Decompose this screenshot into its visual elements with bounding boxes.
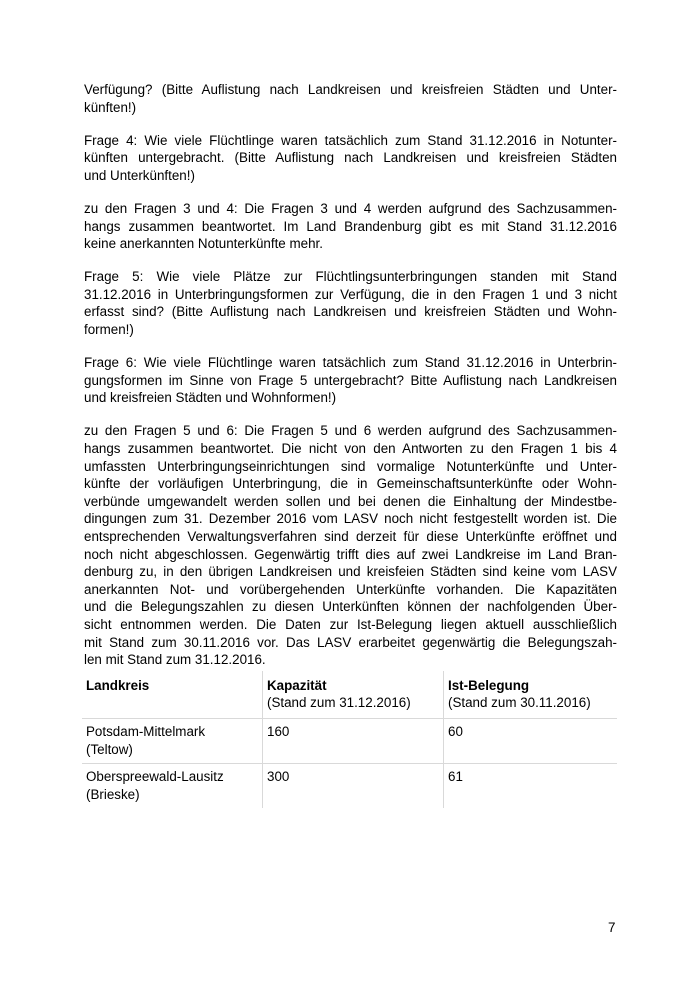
cell-belegung: 61 <box>444 764 618 809</box>
cell-landkreis <box>82 764 263 809</box>
paragraph-line: hangs zusammen beantwortet. Die nicht von den Antworten zu den Fragen 1 bis 4 <box>84 441 617 456</box>
paragraph-line: und die Belegungszahlen zu diesen Unterkünften können der nachfolgenden Über- <box>84 599 617 615</box>
paragraph-line: zu den Fragen 3 und 4: Die Fragen 3 und 4 werden aufgrund des Sachzusammen- <box>84 200 617 216</box>
cell-landkreis-name: Potsdam-Mittelmark <box>86 723 206 739</box>
paragraph <box>84 132 617 185</box>
header-belegung <box>444 671 618 719</box>
paragraph-line: keine anerkannten Notunterkünfte mehr. <box>84 236 323 252</box>
cell-kapazitaet: 300 <box>263 764 444 809</box>
header-landkreis <box>82 671 263 719</box>
header-belegung-sub: (Stand zum 30.11.2016) <box>448 695 591 711</box>
paragraph-line: len mit Stand zum 31.12.2016. <box>84 652 266 668</box>
paragraph <box>84 268 617 338</box>
paragraph-line: verbünde umgewandelt werden sollen und bei denen die Einhaltung der Mindestbe- <box>84 493 617 509</box>
table-header-row <box>82 671 617 719</box>
header-kapazitaet-sub: (Stand zum 31.12.2016) <box>267 695 411 711</box>
paragraph-line: Frage 5: Wie viele Plätze zur Flüchtlingsunterbringungen standen mit Stand <box>84 269 617 285</box>
paragraph-line: zu den Fragen 5 und 6: Die Fragen 5 und 6 werden aufgrund des Sachzusammen- <box>84 423 617 439</box>
header-kapazitaet-title: Kapazität <box>267 677 327 693</box>
paragraph-line: künften untergebracht. (Bitte Auflistung nach Landkreisen und kreisfreien Städten <box>84 150 617 166</box>
paragraph-line: anerkannten Not- und vorübergehenden Unterkünfte vorhanden. Die Kapazitäten <box>84 581 617 597</box>
document-body <box>84 81 617 669</box>
capacity-table <box>82 671 617 809</box>
paragraph-line: mit Stand zum 30.11.2016 vor. Das LASV erarbeitet gegenwärtig die Belegungszah- <box>84 634 617 650</box>
paragraph-line: entsprechenden Verwaltungsverfahren sind derzeit für diese Unterkünfte eröffnet und <box>84 528 617 544</box>
document-page <box>84 81 617 808</box>
paragraph-line: und Unterkünften!) <box>84 167 195 183</box>
paragraph <box>84 200 617 253</box>
paragraph-line: Frage 6: Wie viele Flüchtlinge waren tatsächlich zum Stand 31.12.2016 in Unterbrin- <box>84 355 617 371</box>
paragraph-line: gungsformen im Sinne von Frage 5 untergebracht? Bitte Auflistung nach Landkreisen <box>84 372 617 388</box>
paragraph-line: sicht entnommen werden. Die Daten zur Ist-Belegung liegen aktuell ausschließlich <box>84 616 617 632</box>
cell-kapazitaet: 160 <box>263 718 444 763</box>
paragraph-line: noch nicht abgeschlossen. Gegenwärtig trifft dies auf zwei Landkreise im Land Bran- <box>84 546 617 562</box>
header-belegung-title: Ist-Belegung <box>448 677 530 693</box>
cell-landkreis <box>82 718 263 763</box>
paragraph-line: umfassten Unterbringungseinrichtungen sind vormalige Notunterkünfte und Unter- <box>84 458 617 474</box>
paragraph-line: denburg zu, in den übrigen Landkreisen und kreisfeien Städten sind keine vom LASV <box>84 564 617 580</box>
paragraph-line: künfte der vorläufigen Unterbringung, die in Gemeinschaftsunterkünfte oder Wohn- <box>84 476 617 492</box>
paragraph <box>84 81 617 116</box>
cell-belegung: 60 <box>444 718 618 763</box>
paragraph-line: 31.12.2016 in Unterbringungsformen zur Verfügung, die in den Fragen 1 und 3 nicht <box>84 286 617 302</box>
cell-landkreis-location: (Brieske) <box>86 786 140 802</box>
paragraph-line: hangs zusammen beantwortet. Im Land Brandenburg gibt es mit Stand 31.12.2016 <box>84 218 617 234</box>
header-landkreis-title: Landkreis <box>86 677 150 693</box>
paragraph <box>84 422 617 668</box>
cell-landkreis-location: (Teltow) <box>86 741 133 757</box>
paragraph-line: Frage 4: Wie viele Flüchtlinge waren tatsächlich zum Stand 31.12.2016 in Notunter- <box>84 132 617 148</box>
paragraph-line: Verfügung? (Bitte Auflistung nach Landkreisen und kreisfreien Städten und Unter- <box>84 82 617 97</box>
header-kapazitaet <box>263 671 444 719</box>
table-row <box>82 764 617 809</box>
paragraph-line: formen!) <box>84 322 134 338</box>
paragraph <box>84 354 617 407</box>
paragraph-line: dingungen zum 31. Dezember 2016 vom LASV noch nicht festgestellt worden ist. Die <box>84 511 617 527</box>
paragraph-line: erfasst sind? (Bitte Auflistung nach Landkreisen und kreisfreien Städten und Wohn- <box>84 304 617 320</box>
cell-landkreis-name: Oberspreewald-Lausitz <box>86 769 224 785</box>
paragraph-line: und kreisfreien Städten und Wohnformen!) <box>84 390 337 406</box>
paragraph-line: künften!) <box>84 99 137 115</box>
table-row <box>82 718 617 763</box>
page-number: 7 <box>608 920 616 935</box>
